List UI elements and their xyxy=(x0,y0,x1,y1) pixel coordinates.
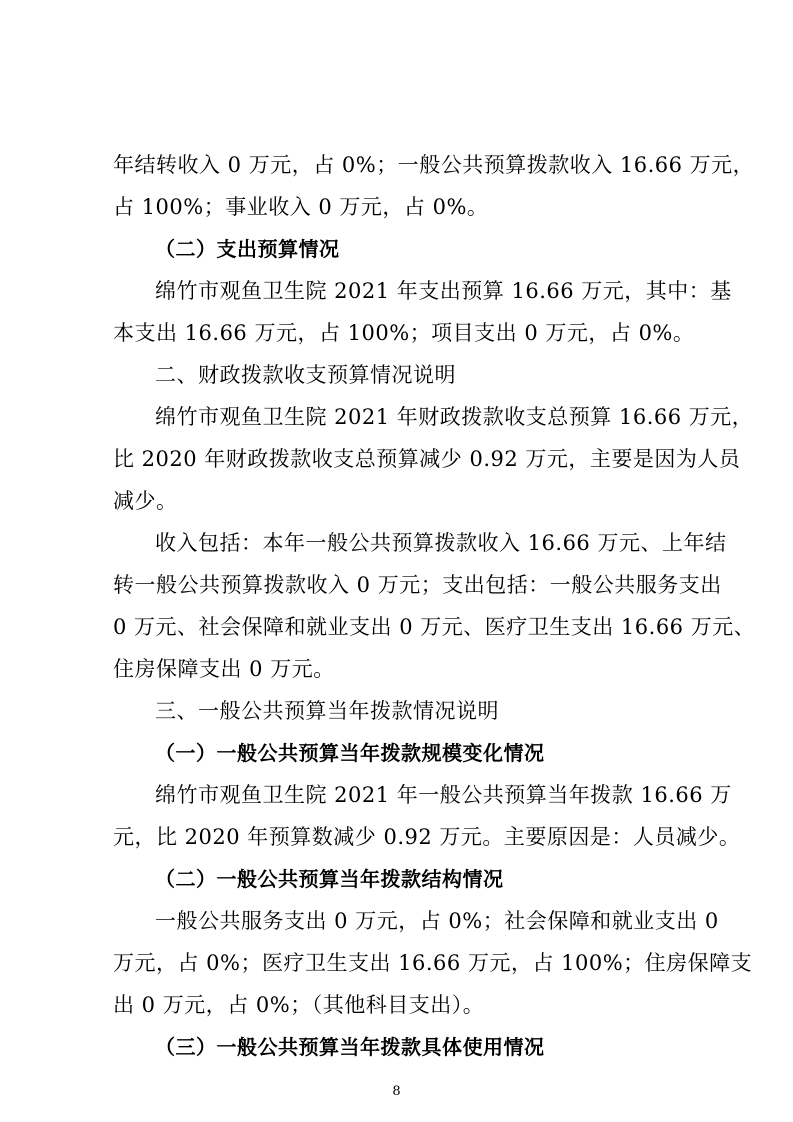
body-text-line: 收入包括：本年一般公共预算拨款收入 16.66 万元、上年结 xyxy=(155,531,727,555)
body-text-line: 绵竹市观鱼卫生院 2021 年财政拨款收支总预算 16.66 万元， xyxy=(155,405,754,429)
section-heading: 二、财政拨款收支预算情况说明 xyxy=(155,363,456,387)
subsection-heading: （二）一般公共预算当年拨款结构情况 xyxy=(155,867,504,891)
subsection-heading: （三）一般公共预算当年拨款具体使用情况 xyxy=(155,1035,545,1059)
body-text-line: 元，比 2020 年预算数减少 0.92 万元。主要原因是：人员减少。 xyxy=(113,825,741,849)
body-text-line: 转一般公共预算拨款收入 0 万元；支出包括：一般公共服务支出 xyxy=(113,573,722,597)
body-text-line: 万元，占 0%；医疗卫生支出 16.66 万元，占 100%；住房保障支 xyxy=(113,951,753,975)
subsection-heading: （二）支出预算情况 xyxy=(155,237,340,261)
body-text-line: 住房保障支出 0 万元。 xyxy=(113,657,335,681)
page-number: 8 xyxy=(392,1084,401,1099)
body-text-line: 0 万元、社会保障和就业支出 0 万元、医疗卫生支出 16.66 万元、 xyxy=(113,615,756,639)
body-text-line: 年结转收入 0 万元，占 0%；一般公共预算拨款收入 16.66 万元， xyxy=(113,153,755,177)
body-text-line: 本支出 16.66 万元，占 100%；项目支出 0 万元，占 0%。 xyxy=(113,321,695,345)
body-text-line: 一般公共服务支出 0 万元，占 0%；社会保障和就业支出 0 xyxy=(155,909,719,933)
body-text-line: 占 100%；事业收入 0 万元，占 0%。 xyxy=(113,195,489,219)
body-text-line: 出 0 万元，占 0%；（其他科目支出）。 xyxy=(113,993,485,1017)
body-text-line: 减少。 xyxy=(113,489,178,513)
body-text-line: 比 2020 年财政拨款收支总预算减少 0.92 万元，主要是因为人员 xyxy=(113,447,741,471)
body-text-line: 绵竹市观鱼卫生院 2021 年一般公共预算当年拨款 16.66 万 xyxy=(155,783,732,807)
section-heading: 三、一般公共预算当年拨款情况说明 xyxy=(155,699,499,723)
body-text-line: 绵竹市观鱼卫生院 2021 年支出预算 16.66 万元，其中：基 xyxy=(155,279,732,303)
subsection-heading: （一）一般公共预算当年拨款规模变化情况 xyxy=(155,741,545,765)
